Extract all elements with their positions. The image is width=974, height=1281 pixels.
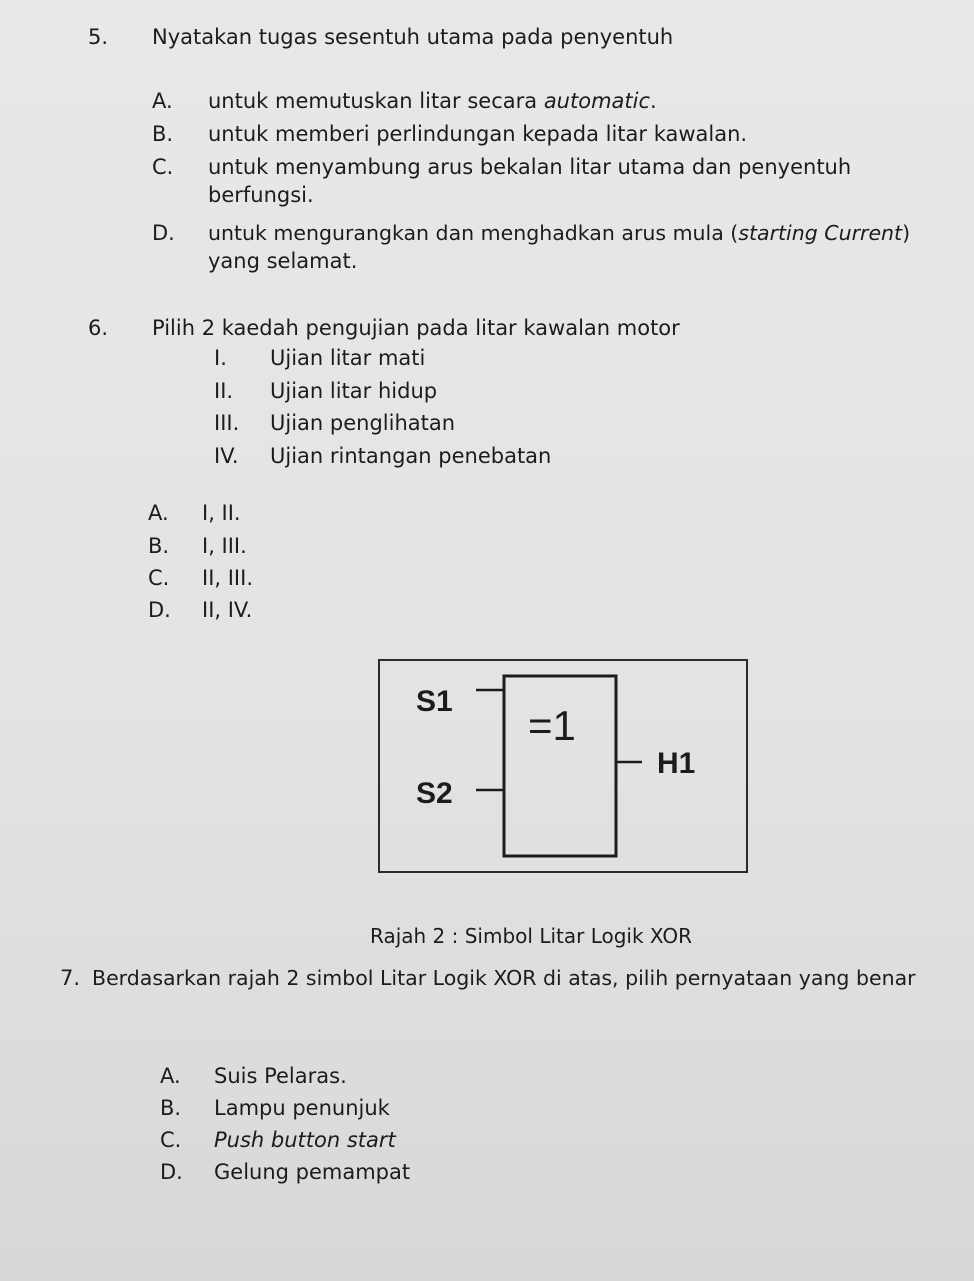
q5-option-b-text: untuk memberi perlindungan kepada litar kawalan. xyxy=(208,122,748,146)
q6-item-2-text: Ujian litar hidup xyxy=(270,379,438,403)
diagram-caption: Rajah 2 : Simbol Litar Logik XOR xyxy=(370,924,692,948)
q6-number: 6. xyxy=(88,316,109,340)
q5-option-d-letter: D. xyxy=(152,221,175,245)
q5-option-d-text-line2: yang selamat. xyxy=(208,249,358,273)
q6-item-4-text: Ujian rintangan penebatan xyxy=(270,444,552,468)
q6-item-3-numeral: III. xyxy=(214,411,240,435)
q5-option-c-text: untuk menyambung arus bekalan litar utama dan penyentuh xyxy=(208,155,852,179)
s1-label: S1 xyxy=(416,685,453,718)
q7-option-c-text: Push button start xyxy=(214,1128,396,1152)
q5-stem: Nyatakan tugas sesentuh utama pada penyentuh xyxy=(152,25,674,49)
q7-option-d-text: Gelung pemampat xyxy=(214,1160,411,1184)
q5-option-c-text-line2: berfungsi. xyxy=(208,183,314,207)
q6-option-b-letter: B. xyxy=(148,534,170,558)
h1-label: H1 xyxy=(657,747,696,780)
q7-number: 7. xyxy=(60,966,81,990)
gate-label: =1 xyxy=(528,702,576,749)
q6-option-c-letter: C. xyxy=(148,566,170,590)
q7-option-a-text: Suis Pelaras. xyxy=(214,1064,347,1088)
q6-option-d-text: II, IV. xyxy=(202,598,253,622)
q6-item-1-numeral: I. xyxy=(214,346,227,370)
q6-option-a-text: I, II. xyxy=(202,501,241,525)
q6-item-2-numeral: II. xyxy=(214,379,234,403)
q7-option-b-text: Lampu penunjuk xyxy=(214,1096,390,1120)
q7-option-c-letter: C. xyxy=(160,1128,182,1152)
q5-number: 5. xyxy=(88,25,109,49)
q6-item-1-text: Ujian litar mati xyxy=(270,346,426,370)
s2-label: S2 xyxy=(416,777,453,810)
q7-option-d-letter: D. xyxy=(160,1160,183,1184)
q5-option-a-text: untuk memutuskan litar secara automatic. xyxy=(208,89,657,113)
q5-option-c-letter: C. xyxy=(152,155,174,179)
q7-stem: Berdasarkan rajah 2 simbol Litar Logik XOR di atas, pilih pernyataan yang benar xyxy=(92,966,916,990)
xor-logic-diagram xyxy=(378,659,748,873)
q6-item-3-text: Ujian penglihatan xyxy=(270,411,456,435)
q5-option-b-letter: B. xyxy=(152,122,174,146)
q6-option-c-text: II, III. xyxy=(202,566,253,590)
q5-option-d-text: untuk mengurangkan dan menghadkan arus mula (starting Current) xyxy=(208,221,911,245)
q6-option-d-letter: D. xyxy=(148,598,171,622)
q6-item-4-numeral: IV. xyxy=(214,444,239,468)
q7-option-a-letter: A. xyxy=(160,1064,181,1088)
q6-option-b-text: I, III. xyxy=(202,534,247,558)
q5-option-a-letter: A. xyxy=(152,89,173,113)
q6-stem: Pilih 2 kaedah pengujian pada litar kawalan motor xyxy=(152,316,680,340)
q6-option-a-letter: A. xyxy=(148,501,169,525)
q7-option-b-letter: B. xyxy=(160,1096,182,1120)
